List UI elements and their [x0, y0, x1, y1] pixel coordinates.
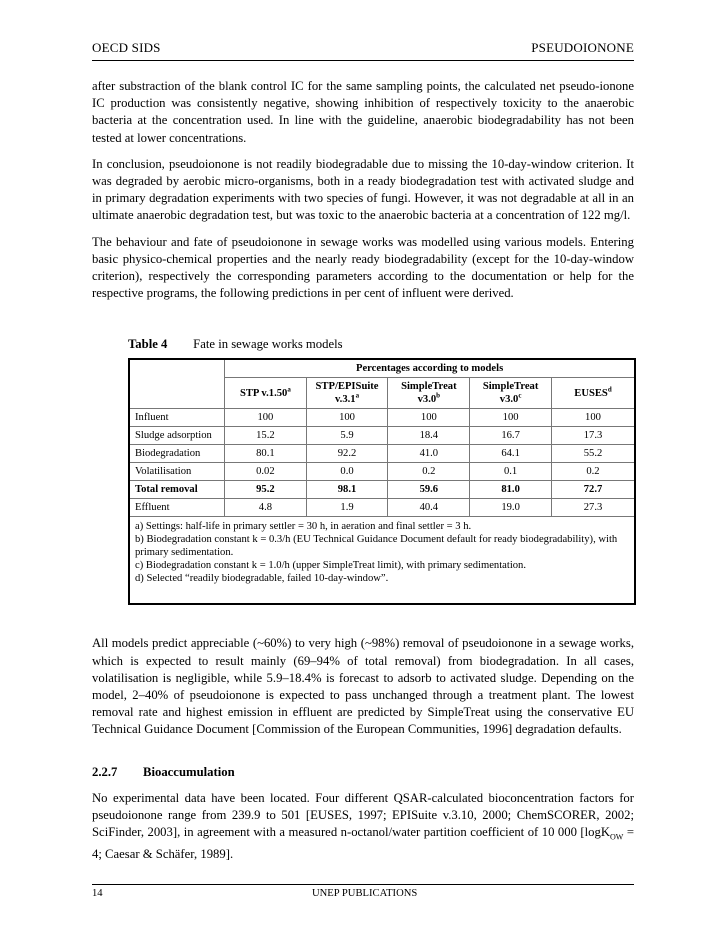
table-cell: 100 [551, 409, 635, 427]
fate-table [128, 358, 636, 605]
table-cell: 4.8 [225, 499, 306, 517]
column-header: STP/EPISuite v.3.1$^a$ [306, 378, 388, 409]
paragraph: after substraction of the blank control IC for the same sampling points, the calculated net pseudo-ionone IC production was consistently negative, showing inhibition of respectively toxicity to the anaerobic bacteria at the concentration used. In line with the guideline, anaerobic biodegradability has not been tested at lower concentrations. [92, 79, 634, 145]
table-notes-row [129, 517, 635, 605]
table-row [129, 463, 635, 481]
table-cell: 41.0 [388, 445, 470, 463]
table-row [129, 409, 635, 427]
table-title: Fate in sewage works models [193, 337, 343, 352]
table-cell: 27.3 [551, 499, 635, 517]
publisher: UNEP PUBLICATIONS [312, 888, 418, 899]
table-cell: 64.1 [470, 445, 552, 463]
table-group-header: Percentages according to models [225, 359, 635, 378]
table-cell: 16.7 [470, 427, 552, 445]
table-cell: 72.7 [551, 481, 635, 499]
row-label: Effluent [129, 499, 225, 517]
paragraph: In conclusion, pseudoionone is not readily biodegradable due to missing the 10-day-window criterion. It was degraded by aerobic micro-organisms, both in a ready biodegradation test with activated sludge and in primary degradation experiments with two species of fungi. However, it was not degradable at all in an ultimate anaerobic degradation test, but was toxic to the anaerobic bacteria at a concentration of 122 mg/l. [92, 156, 634, 223]
table-corner-cell [129, 359, 225, 409]
table-cell: 40.4 [388, 499, 470, 517]
table-row [129, 499, 635, 517]
paragraph: No experimental data have been located. Four different QSAR-calculated bioconcentration factors for pseudoionone range from 239.9 to 501 [EUSES, 1997; EPISuite v.3.10, 2000; ChemSCORER, 2002; SciFinder, 2003], in agreement with a measured n-octanol/water partition coefficient of 10 000 [logK$_{OW}$ = 4; Caesar & Schäfer, 1989]. [92, 790, 634, 861]
paragraph: All models predict appreciable (~60%) to very high (~98%) removal of pseudoionone in a sewage works, which is expected to result mainly (69–94% of total removal) from biodegradation. In all cases, volatilisation is negligible, while 5.9–18.4% is forecast to adsorb to activated sludge. Depending on the model, 2–40% of pseudoionone is expected to pass unchanged through a treatment plant. The lowest removal rate and highest emission in effluent are predicted by SimpleTreat using the conservative EU Technical Guidance Document [Commission of the European Communities, 1996] degradation defaults. [92, 636, 634, 737]
table-cell: 5.9 [306, 427, 388, 445]
section-title: Bioaccumulation [143, 764, 235, 779]
table-cell: 0.2 [388, 463, 470, 481]
column-header: SimpleTreat v3.0$^c$ [470, 378, 552, 409]
table-cell: 98.1 [306, 481, 388, 499]
table-cell: 0.02 [225, 463, 306, 481]
table-caption [128, 336, 634, 352]
table-cell: 15.2 [225, 427, 306, 445]
section-number: 2.2.7 [92, 764, 118, 779]
table-cell: 55.2 [551, 445, 635, 463]
column-header: SimpleTreat v3.0$^b$ [388, 378, 470, 409]
table-note: d) Selected “readily biodegradable, failed 10-day-window”. [135, 573, 389, 585]
row-label: Volatilisation [129, 463, 225, 481]
table-cell: 81.0 [470, 481, 552, 499]
table-group-header-row [129, 359, 635, 378]
table-cell: 19.0 [470, 499, 552, 517]
column-header: EUSES$^d$ [551, 378, 635, 409]
row-label: Biodegradation [129, 445, 225, 463]
table-cell: 1.9 [306, 499, 388, 517]
paragraph: The behaviour and fate of pseudoionone in sewage works was modelled using various models. Entering basic physico-chemical properties and the nearly ready biodegradability (except for the 10-day-window criterion), respectively the corresponding parameters according to the documentation or help for the respective programs, the following predictions in per cent of influent were derived. [92, 234, 634, 301]
table-cell: 100 [225, 409, 306, 427]
table-note: a) Settings: half-life in primary settler = 30 h, in aeration and final settler = 3 h. [135, 521, 472, 533]
table-cell: 59.6 [388, 481, 470, 499]
header-right: PSEUDOIONONE [531, 40, 634, 55]
table-cell: 95.2 [225, 481, 306, 499]
table-row [129, 427, 635, 445]
table-row-total [129, 481, 635, 499]
table-cell: 92.2 [306, 445, 388, 463]
table-notes [129, 517, 635, 605]
table-cell: 100 [388, 409, 470, 427]
table-cell: 0.2 [551, 463, 635, 481]
table-cell: 0.1 [470, 463, 552, 481]
table-cell: 18.4 [388, 427, 470, 445]
page-number: 14 [92, 888, 103, 899]
table-note: b) Biodegradation constant k = 0.3/h (EU Technical Guidance Document default for ready biodegradability), with primary sedimentation. [135, 534, 618, 559]
page-content [92, 78, 634, 872]
table-cell: 100 [470, 409, 552, 427]
row-label: Influent [129, 409, 225, 427]
table-row [129, 445, 635, 463]
table-cell: 17.3 [551, 427, 635, 445]
row-label: Total removal [129, 481, 225, 499]
table-cell: 100 [306, 409, 388, 427]
page-header [92, 40, 634, 61]
header-left: OECD SIDS [92, 40, 161, 55]
table-label: Table 4 [128, 337, 168, 352]
table-cell: 80.1 [225, 445, 306, 463]
table-note: c) Biodegradation constant k = 1.0/h (upper SimpleTreat limit), with primary sedimentation. [135, 560, 527, 572]
section-heading [92, 765, 634, 780]
table-cell: 0.0 [306, 463, 388, 481]
page-footer [92, 884, 634, 899]
column-header: STP v.1.50$^a$ [225, 378, 306, 409]
row-label: Sludge adsorption [129, 427, 225, 445]
